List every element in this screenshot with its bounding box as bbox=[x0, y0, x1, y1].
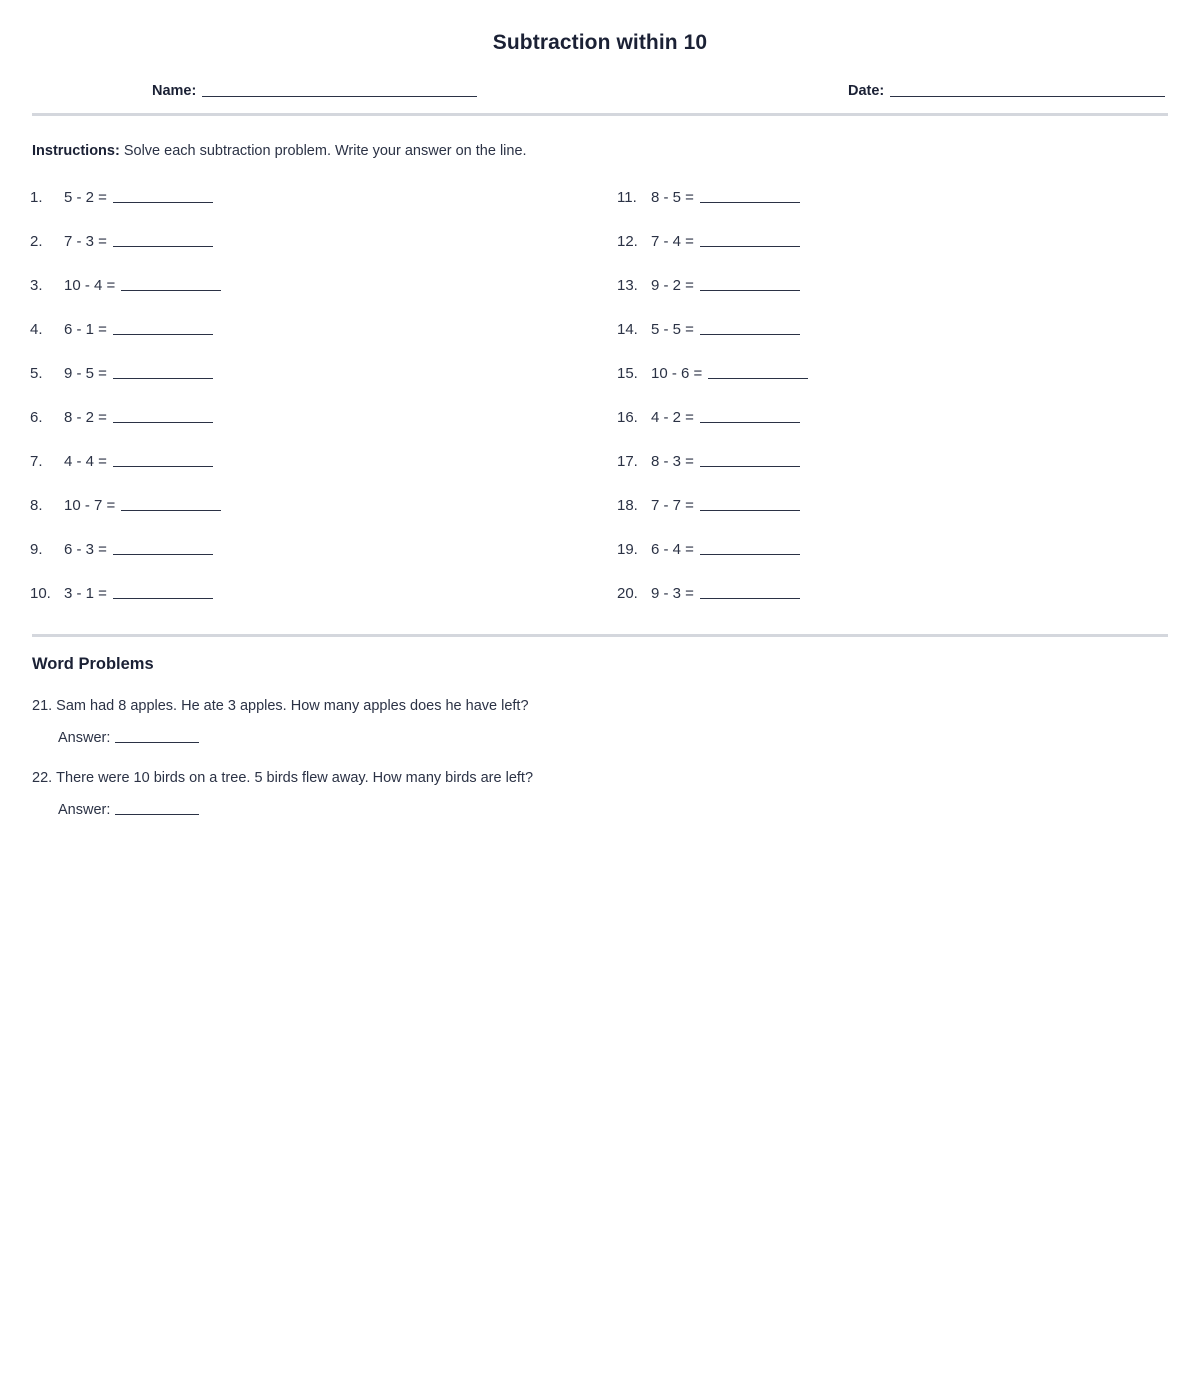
problem-expression: 8 - 3 = bbox=[651, 453, 694, 470]
problem-number: 1. bbox=[30, 189, 43, 206]
problem-row bbox=[30, 364, 590, 408]
answer-write-in-line[interactable] bbox=[700, 320, 800, 335]
date-write-in-line[interactable] bbox=[890, 81, 1165, 97]
problem-expression: 4 - 2 = bbox=[651, 409, 694, 426]
answer-write-in-line[interactable] bbox=[700, 496, 800, 511]
header-divider bbox=[32, 113, 1168, 116]
answer-write-in-line[interactable] bbox=[700, 188, 800, 203]
problem-number: 20. bbox=[617, 585, 638, 602]
problem-number: 4. bbox=[30, 321, 43, 338]
problem-number: 9. bbox=[30, 541, 43, 558]
answer-write-in-line[interactable] bbox=[121, 276, 221, 291]
problem-number: 12. bbox=[617, 233, 638, 250]
problem-expression: 6 - 4 = bbox=[651, 541, 694, 558]
answer-write-in-line[interactable] bbox=[708, 364, 808, 379]
word-problem-text: Sam had 8 apples. He ate 3 apples. How many apples does he have left? bbox=[56, 698, 529, 714]
problem-expression: 3 - 1 = bbox=[64, 585, 107, 602]
problem-row bbox=[30, 584, 590, 628]
answer-write-in-line[interactable] bbox=[113, 452, 213, 467]
answer-write-in-line[interactable] bbox=[113, 188, 213, 203]
problem-number: 15. bbox=[617, 365, 638, 382]
answer-write-in-line[interactable] bbox=[113, 364, 213, 379]
problem-row bbox=[30, 188, 590, 232]
problem-number: 2. bbox=[30, 233, 43, 250]
problem-number: 19. bbox=[617, 541, 638, 558]
problem-expression: 10 - 6 = bbox=[651, 365, 703, 382]
problem-number: 7. bbox=[30, 453, 43, 470]
name-field-group bbox=[152, 80, 477, 102]
word-problem-item bbox=[32, 768, 1168, 820]
name-label: Name: bbox=[152, 83, 197, 99]
answer-write-in-line[interactable] bbox=[113, 232, 213, 247]
word-problem-text: There were 10 birds on a tree. 5 birds flew away. How many birds are left? bbox=[56, 770, 534, 786]
instructions-text: Solve each subtraction problem. Write your answer on the line. bbox=[119, 143, 527, 159]
problem-expression: 6 - 1 = bbox=[64, 321, 107, 338]
problem-number: 11. bbox=[617, 189, 637, 206]
problem-expression: 6 - 3 = bbox=[64, 541, 107, 558]
problem-row bbox=[617, 188, 1177, 232]
answer-write-in-line[interactable] bbox=[700, 232, 800, 247]
problem-number: 10. bbox=[30, 585, 51, 602]
problem-expression: 9 - 3 = bbox=[651, 585, 694, 602]
answer-write-in-line[interactable] bbox=[113, 540, 213, 555]
word-problem-answer bbox=[58, 800, 1168, 820]
problem-expression: 5 - 5 = bbox=[651, 321, 694, 338]
instructions-label: Instructions: bbox=[32, 143, 120, 159]
problem-number: 13. bbox=[617, 277, 638, 294]
problem-number: 5. bbox=[30, 365, 43, 382]
problem-expression: 7 - 3 = bbox=[64, 233, 107, 250]
word-problems-section bbox=[32, 654, 1168, 840]
name-date-row bbox=[32, 80, 1168, 106]
problem-row bbox=[617, 364, 1177, 408]
problem-row bbox=[30, 232, 590, 276]
problem-number: 16. bbox=[617, 409, 638, 426]
problem-expression: 10 - 4 = bbox=[64, 277, 116, 294]
name-write-in-line[interactable] bbox=[202, 81, 477, 97]
answer-write-in-line[interactable] bbox=[115, 801, 199, 815]
problem-row bbox=[617, 452, 1177, 496]
answer-label: Answer: bbox=[58, 730, 111, 746]
answer-write-in-line[interactable] bbox=[113, 584, 213, 599]
problem-row bbox=[30, 408, 590, 452]
problem-row bbox=[617, 320, 1177, 364]
problems-right-column bbox=[617, 188, 1177, 628]
problem-row bbox=[30, 276, 590, 320]
answer-write-in-line[interactable] bbox=[700, 540, 800, 555]
problem-number: 3. bbox=[30, 277, 43, 294]
word-problems-divider bbox=[32, 634, 1168, 637]
problem-row bbox=[30, 320, 590, 364]
page-title: Subtraction within 10 bbox=[492, 31, 708, 54]
answer-write-in-line[interactable] bbox=[700, 452, 800, 467]
problem-number: 8. bbox=[30, 497, 43, 514]
problem-number: 17. bbox=[617, 453, 638, 470]
problem-expression: 8 - 2 = bbox=[64, 409, 107, 426]
problem-row bbox=[617, 276, 1177, 320]
answer-label: Answer: bbox=[58, 802, 111, 818]
problem-number: 18. bbox=[617, 497, 638, 514]
problem-row bbox=[617, 584, 1177, 628]
answer-write-in-line[interactable] bbox=[115, 729, 199, 743]
answer-write-in-line[interactable] bbox=[700, 584, 800, 599]
problem-expression: 9 - 2 = bbox=[651, 277, 694, 294]
problem-expression: 7 - 7 = bbox=[651, 497, 694, 514]
problem-expression: 7 - 4 = bbox=[651, 233, 694, 250]
problem-expression: 10 - 7 = bbox=[64, 497, 116, 514]
answer-write-in-line[interactable] bbox=[700, 276, 800, 291]
word-problem-question bbox=[32, 696, 1168, 716]
problem-row bbox=[617, 232, 1177, 276]
problem-row bbox=[617, 496, 1177, 540]
word-problem-item bbox=[32, 696, 1168, 748]
word-problem-number: 22. bbox=[32, 770, 53, 786]
word-problems-heading: Word Problems bbox=[32, 655, 154, 673]
answer-write-in-line[interactable] bbox=[121, 496, 221, 511]
problem-row bbox=[30, 540, 590, 584]
word-problem-number: 21. bbox=[32, 698, 53, 714]
date-field-group bbox=[848, 80, 1165, 102]
instructions bbox=[32, 140, 527, 162]
date-label: Date: bbox=[848, 83, 885, 99]
problems-left-column bbox=[30, 188, 590, 628]
answer-write-in-line[interactable] bbox=[700, 408, 800, 423]
problem-row bbox=[30, 452, 590, 496]
answer-write-in-line[interactable] bbox=[113, 408, 213, 423]
problem-expression: 9 - 5 = bbox=[64, 365, 107, 382]
problem-row bbox=[30, 496, 590, 540]
problem-row bbox=[617, 540, 1177, 584]
problem-expression: 8 - 5 = bbox=[651, 189, 694, 206]
word-problem-answer bbox=[58, 728, 1168, 748]
answer-write-in-line[interactable] bbox=[113, 320, 213, 335]
problem-expression: 4 - 4 = bbox=[64, 453, 107, 470]
problem-expression: 5 - 2 = bbox=[64, 189, 107, 206]
problem-number: 14. bbox=[617, 321, 638, 338]
problem-number: 6. bbox=[30, 409, 43, 426]
word-problem-question bbox=[32, 768, 1168, 788]
problem-row bbox=[617, 408, 1177, 452]
